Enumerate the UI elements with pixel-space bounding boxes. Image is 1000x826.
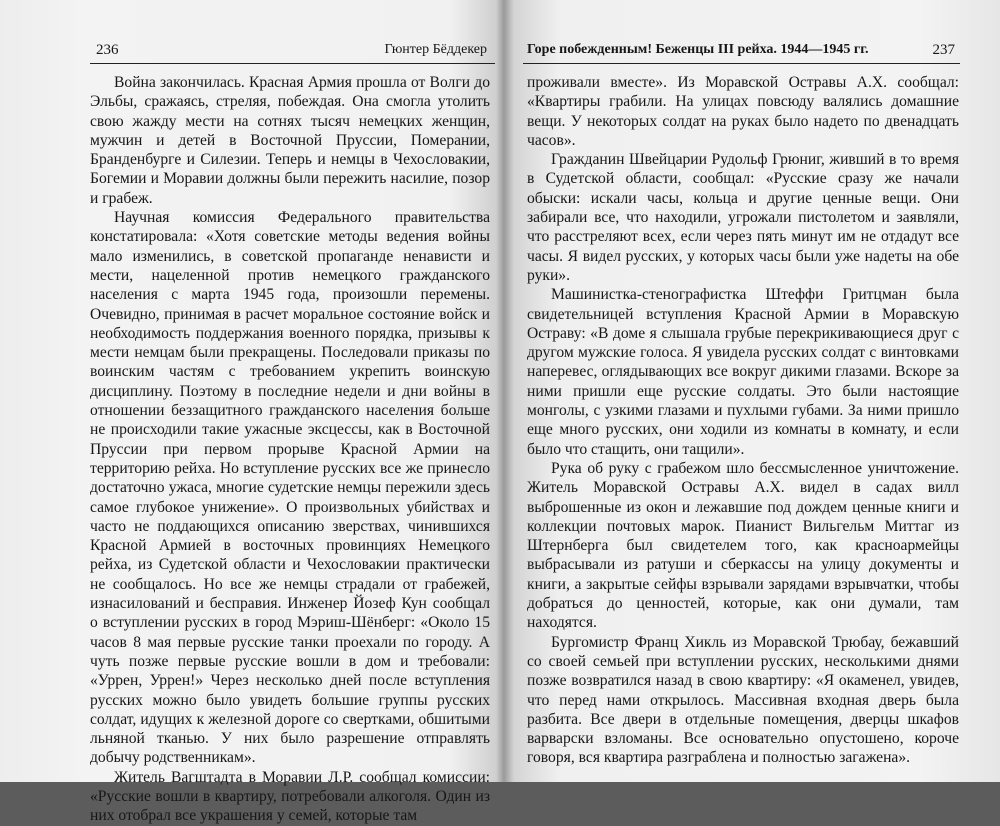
right-page-number: 237 xyxy=(932,42,955,58)
left-page-header xyxy=(0,40,505,64)
header-rule xyxy=(90,63,495,64)
paragraph: проживали вместе». Из Моравской Остравы А.Х. сообщал: «Квартиры грабили. На улицах повсюду валялись домашние вещи. У некоторых солдат на руках было надето по двенадцать часов». xyxy=(527,74,959,149)
paragraph: Гражданин Швейцарии Рудольф Грюниг, живший в то время в Судетской области, сообщал: «Русские сразу же начали обыски: искали часы, кольца и другие ценные вещи. Они забирали все, что находили, угрожали пистолетом и заявляли, что расстреляют всех, если через пять минут им не отдадут все часы. Я видел русских, у которых часы были уже надеты на обе руки». xyxy=(527,151,959,284)
paragraph: Научная комиссия Федерального правительства констатировала: «Хотя советские методы ведения войны мало изменились, в советской пропаганде ненависти и мести, нацеленной против немецкого гражданского населения с марта 1945 года, произошли перемены. Очевидно, принимая в расчет моральное состояние войск и необходимость поддержания военного порядка, призывы к мести немцам были прекращены. Последовали приказы по воинским частям с требованием укрепить воинскую дисциплину. Поэтому в последние недели и дни войны в отношении беззащитного гражданского населения больше не происходили такие ужасные эксцессы, как в Восточной Пруссии при первом прорыве Красной Армии на территорию рейха. Но вступление русских все же принесло достаточно ужаса, многие судетские немцы пережили здесь самое глубокое унижение». О произвольных убийствах и часто не поддающихся описанию зверствах, чинившихся Красной Армией в восточных провинциях Немецкого рейха, из Судетской области и Чехословакии практически не сообщалось. Но все же немцы страдали от грабежей, изнасилований и бесправия. Инженер Йозеф Кун сообщал о вступлении русских в город Мэриш-Шёнберг: «Около 15 часов 8 мая первые русские танки проехали по городу. А чуть позже первые русские вошли в дом и требовали: «Уррен, Уррен!» Через несколько дней после вступления русских можно было увидеть большие группы русских солдат, идущих к железной дороге со свертками, обшитыми льняной тканью. У них было разрешение отправлять добычу родственникам». xyxy=(90,209,490,767)
paragraph: Житель Вагштадта в Моравии Л.Р. сообщал комиссии: «Русские вошли в квартиру, потребовали алкоголя. Один из них отобрал все украшения у семей, которые там xyxy=(90,768,490,825)
paragraph: Рука об руку с грабежом шло бессмысленное уничтожение. Житель Моравской Остравы А.Х. видел в садах вилл выброшенные из окон и лежавшие под дождем ценные книги и коллекции почтовых марок. Пианист Вильгельм Миттаг из Штернберга был свидетелем того, как красноармейцы выбрасывали из ратуши и сберкассы на улицу документы и книги, а закрытые сейфы взрывали зарядами взрывчатки, чтобы добраться до ценностей, которые, как они думали, там находятся. xyxy=(527,459,959,632)
right-page-body xyxy=(527,73,959,768)
left-running-header: Гюнтер Бёддекер xyxy=(384,42,487,57)
paragraph: Бургомистр Франц Хикль из Моравской Трюбау, бежавший со своей семьей при вступлении русских, несколькими днями позже возвратился назад в свою квартиру: «Я окаменел, увидев, что перед нами открылось. Массивная входная дверь была разбита. Все двери в отдельные помещения, дверцы шкафов варварски взломаны. Все основательно опустошено, короче говоря, вся квартира разграблена и полностью загажена». xyxy=(527,633,959,767)
header-rule xyxy=(523,63,960,64)
right-page xyxy=(515,0,1000,782)
paragraph: Война закончилась. Красная Армия прошла от Волги до Эльбы, сражаясь, стреляя, побеждая. Она смогла утолить свою жажду мести на сотнях тысяч немецких женщин, мужчин и детей в Восточной Пруссии, Померании, Бранденбурге и Силезии. Теперь и немцы в Чехословакии, Богемии и Моравии должны были пережить насилие, позор и грабеж. xyxy=(90,74,490,207)
left-page-number: 236 xyxy=(96,42,119,58)
right-page-header xyxy=(515,40,1000,64)
left-page-body xyxy=(90,73,490,826)
right-running-header: Горе побежденным! Беженцы III рейха. 1944—1945 гг. xyxy=(527,42,869,57)
paragraph: Машинистка-стенографистка Штеффи Гритцман была свидетельницей вступления Красной Армии в Моравскую Остраву: «В доме я слышала грубые перекрикивающиеся друг с другом мужские голоса. Я увидела русских солдат с винтовками наперевес, оглядывающих все вокруг дикими глазами. Вскоре за ними пришли еще русские солдаты. Это были настоящие монголы, с узкими глазами и пухлыми губами. За ними пришло еще много русских, они ходили из комнаты в комнату, и если было что стащить, они тащили». xyxy=(527,286,959,458)
